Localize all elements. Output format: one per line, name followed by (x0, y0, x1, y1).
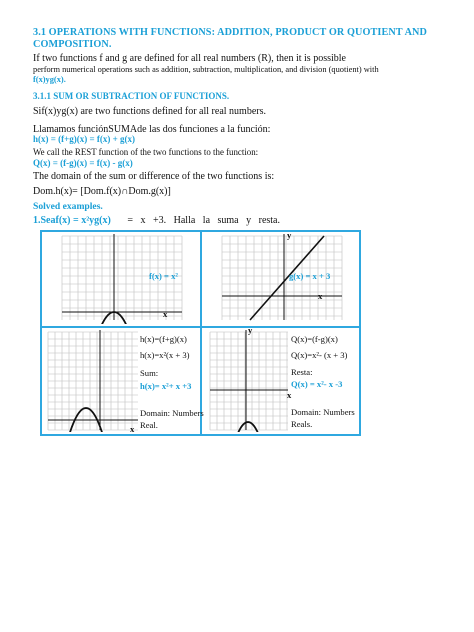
panel-1-x-label: x (163, 309, 168, 319)
panel-4-text (291, 334, 359, 430)
panel-2-x-label: x (318, 291, 323, 301)
panel-4-line4: Q(x) = x²- x -3 (291, 379, 343, 389)
panel-4-x-label: x (287, 390, 292, 400)
panel-4-line2: Q(x)=x²- (x + 3) (291, 350, 348, 360)
panel-2-graph (202, 232, 358, 324)
intro-line2: perform numerical operations such as addition, subtraction, multiplication, and division (quotient) with (33, 65, 379, 74)
solved-title: Solved examples. (33, 201, 103, 212)
paragraph-3: We call the REST function of the two functions to the function: (33, 147, 259, 157)
intro-line1: If two functions f and g are defined for all real numbers (R), then it is possible (33, 53, 346, 64)
panel-4-line5: Domain: Numbers (291, 407, 355, 417)
intro-line3: f(x)yg(x). (33, 75, 66, 84)
section-title-line2: COMPOSITION. (33, 39, 112, 50)
panel-4-graph (206, 328, 290, 432)
panel-4-line1: Q(x)=(f-g)(x) (291, 334, 338, 344)
panel-1-label: f(x) = x² (149, 271, 178, 281)
panel-4-gridlines (210, 332, 288, 430)
panel-2-label: g(x) = x + 3 (289, 271, 331, 281)
panel-3-graph (42, 328, 142, 432)
panel-3-text (140, 334, 210, 431)
paragraph-4: The domain of the sum or difference of the two functions is: (33, 171, 275, 182)
paragraph-3-formula: Q(x) = (f-g)(x) = f(x) - g(x) (33, 158, 133, 168)
panel-3-line1: h(x)=(f+g)(x) (140, 334, 187, 344)
paragraph-2-formula: h(x) = (f+g)(x) = f(x) + g(x) (33, 134, 135, 144)
example-1-label: 1.Seaf(x) = x²yg(x) (33, 215, 111, 226)
panel-3-line3: Sum: (140, 368, 159, 378)
panel-3-line4: h(x)= x²+ x +3 (140, 381, 192, 391)
subsection-title: 3.1.1 SUM OR SUBTRACTION OF FUNCTIONS. (33, 91, 230, 101)
paragraph-4-formula: Dom.h(x)= [Dom.f(x)∩Dom.g(x)] (33, 186, 171, 197)
panel-4-line3: Resta: (291, 367, 313, 377)
panel-3-x-label: x (130, 424, 135, 434)
section-title-line1: 3.1 OPERATIONS WITH FUNCTIONS: ADDITION, PRODUCT OR QUOTIENT AND (33, 27, 427, 38)
panel-3-line5: Domain: Numbers (140, 408, 204, 418)
panel-4-y-label: y (248, 325, 253, 335)
panel-3-gridlines (48, 332, 138, 430)
panel-2-y-label: y (287, 230, 292, 240)
example-1-rest: = x +3. Halla la suma y resta. (127, 215, 280, 226)
paragraph-1: Sif(x)yg(x) are two functions defined for all real numbers. (33, 106, 266, 117)
panel-4-line6: Reals. (291, 419, 313, 429)
section-title (33, 27, 443, 51)
panel-3-line6: Real. (140, 420, 158, 430)
example-1 (33, 215, 443, 226)
paragraph-2: Llamamos funciónSUMAde las dos funciones a la función: (33, 124, 271, 135)
panel-3-line2: h(x)=x²(x + 3) (140, 350, 190, 360)
